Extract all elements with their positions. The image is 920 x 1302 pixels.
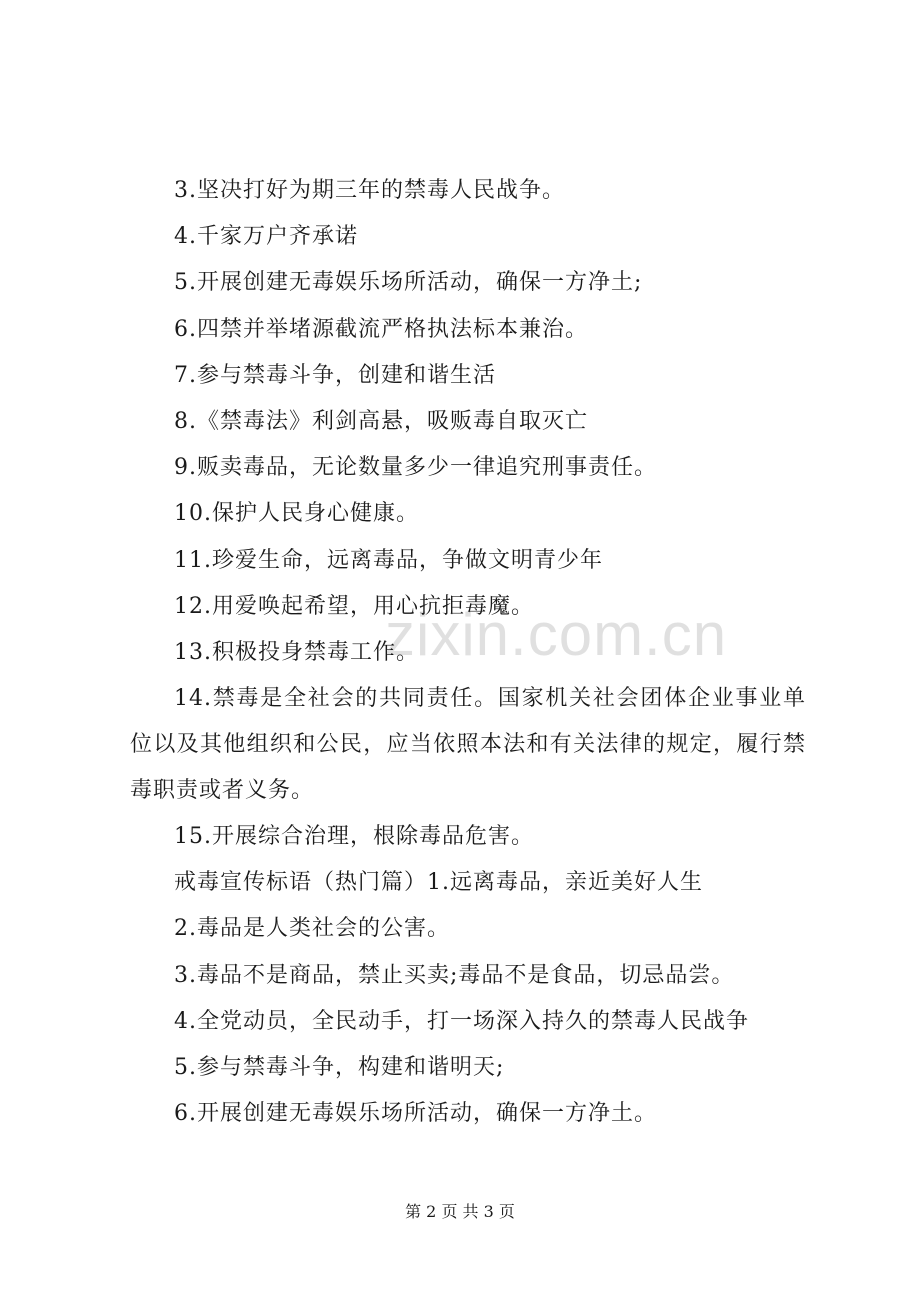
list-item: 12.用爱唤起希望，用心抗拒毒魔。 xyxy=(174,593,534,619)
list-item: 11.珍爱生命，远离毒品，争做文明青少年 xyxy=(174,547,603,573)
list-item: 13.积极投身禁毒工作。 xyxy=(174,639,419,665)
list-item: 9.贩卖毒品，无论数量多少一律追究刑事责任。 xyxy=(174,455,657,481)
section-heading-line: 戒毒宣传标语（热门篇）1.远离毒品，亲近美好人生 xyxy=(174,870,703,896)
list-item: 3.坚决打好为期三年的禁毒人民战争。 xyxy=(174,178,565,203)
document-body xyxy=(130,168,810,1137)
watermark: zixin.com.cn xyxy=(385,601,728,668)
list-item: 2.毒品是人类社会的公害。 xyxy=(174,916,450,942)
list-item: 10.保护人民身心健康。 xyxy=(174,501,419,527)
list-item: 4.全党动员，全民动手，打一场深入持久的禁毒人民战争 xyxy=(174,1008,749,1034)
list-item: 5.参与禁毒斗争，构建和谐明天; xyxy=(174,1055,505,1080)
list-item: 4.千家万户齐承诺 xyxy=(174,224,358,250)
list-item: 15.开展综合治理，根除毒品危害。 xyxy=(174,824,534,850)
list-item: 6.开展创建无毒娱乐场所活动，确保一方净土。 xyxy=(174,1101,657,1127)
paragraph-14: 14.禁毒是全社会的共同责任。国家机关社会团体企业事业单位以及其他组织和公民，应当依照本法和有关法律的规定，履行禁毒职责或者义务。 xyxy=(130,686,806,804)
list-item: 5.开展创建无毒娱乐场所活动，确保一方净土; xyxy=(174,270,643,296)
list-item: 8.《禁毒法》利剑高悬，吸贩毒自取灭亡 xyxy=(174,408,588,434)
page-footer: 第 2 页 共 3 页 xyxy=(405,1202,515,1221)
list-item: 3.毒品不是商品，禁止买卖;毒品不是食品，切忌品尝。 xyxy=(174,962,735,988)
list-item: 6.四禁并举堵源截流严格执法标本兼治。 xyxy=(174,316,588,342)
list-item: 7.参与禁毒斗争，创建和谐生活 xyxy=(174,362,496,388)
